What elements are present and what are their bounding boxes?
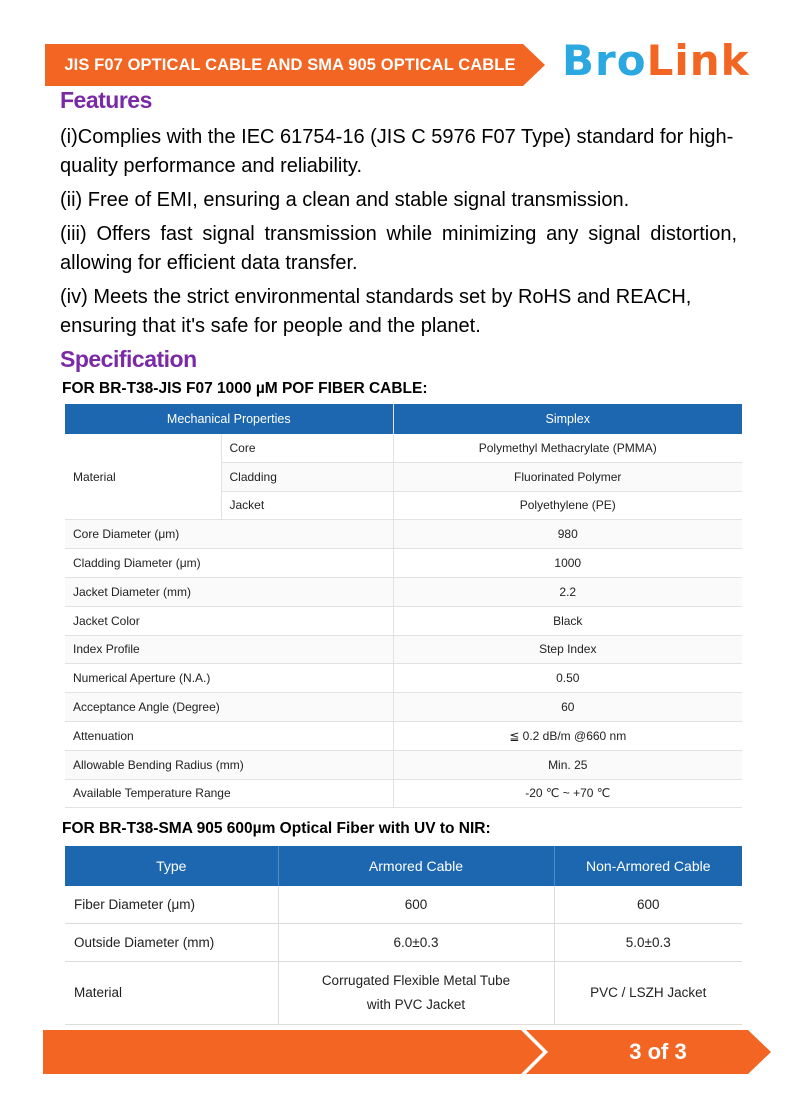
armored-value: 600 <box>278 886 554 924</box>
table-row <box>65 577 742 606</box>
row-value: -20 ℃ ~ +70 ℃ <box>393 779 742 808</box>
table-row <box>65 549 742 578</box>
row-label: Jacket Color <box>65 606 393 635</box>
armored-value <box>278 962 554 1025</box>
table-row <box>65 962 742 1025</box>
row-value: 1000 <box>393 549 742 578</box>
table-row <box>65 664 742 693</box>
row-value: Polymethyl Methacrylate (PMMA) <box>393 434 742 462</box>
row-label: Allowable Bending Radius (mm) <box>65 750 393 779</box>
row-value: 980 <box>393 520 742 549</box>
table-row <box>65 886 742 924</box>
document-title: JIS F07 OPTICAL CABLE AND SMA 905 OPTICAL CABLE <box>64 56 516 74</box>
column-header: Non-Armored Cable <box>554 846 742 886</box>
row-label: Attenuation <box>65 721 393 750</box>
table-header-row <box>65 846 742 886</box>
table2-caption: FOR BR-T38-SMA 905 600µm Optical Fiber with UV to NIR: <box>62 820 491 837</box>
table-header-row <box>65 404 742 434</box>
column-header: Type <box>65 846 278 886</box>
table-row <box>65 606 742 635</box>
table-row <box>65 635 742 664</box>
features-heading: Features <box>60 87 152 113</box>
feature-item-4: (iv) Meets the strict environmental standards set by RoHS and REACH, ensuring that it's safe for people and the planet. <box>60 286 692 337</box>
feature-item-1: (i)Complies with the IEC 61754-16 (JIS C 5976 F07 Type) standard for high-quality performance and reliability. <box>60 126 734 177</box>
row-label: Material <box>65 434 221 520</box>
feature-item-3: (iii) Offers fast signal transmission while minimizing any signal distortion, allowing for efficient data transfer. <box>60 223 737 274</box>
table-row <box>65 924 742 962</box>
row-label: Acceptance Angle (Degree) <box>65 693 393 722</box>
row-sublabel: Core <box>221 434 393 462</box>
row-value: ≦ 0.2 dB/m @660 nm <box>393 721 742 750</box>
row-label: Outside Diameter (mm) <box>65 924 278 962</box>
row-label: Available Temperature Range <box>65 779 393 808</box>
row-label: Fiber Diameter (μm) <box>65 886 278 924</box>
armored-material-line2: with PVC Jacket <box>366 997 466 1012</box>
row-label: Index Profile <box>65 635 393 664</box>
row-value: Step Index <box>393 635 742 664</box>
non-armored-value: PVC / LSZH Jacket <box>554 962 742 1025</box>
table-row <box>65 721 742 750</box>
row-value: Min. 25 <box>393 750 742 779</box>
row-value: Polyethylene (PE) <box>393 491 742 520</box>
features-list <box>60 123 737 346</box>
row-value: 60 <box>393 693 742 722</box>
logo-text-left: Bro <box>562 36 647 85</box>
row-sublabel: Jacket <box>221 491 393 520</box>
table-row <box>65 779 742 808</box>
row-value: Black <box>393 606 742 635</box>
armored-value: 6.0±0.3 <box>278 924 554 962</box>
specification-heading: Specification <box>60 346 197 372</box>
row-sublabel: Cladding <box>221 462 393 491</box>
brolink-logo <box>562 36 750 86</box>
table-row <box>65 434 742 462</box>
row-label: Material <box>65 962 278 1025</box>
logo-text-right: Link <box>646 36 750 85</box>
armored-material-line1: Corrugated Flexible Metal Tube <box>321 973 511 988</box>
feature-item-2: (ii) Free of EMI, ensuring a clean and stable signal transmission. <box>60 189 630 211</box>
row-value: 2.2 <box>393 577 742 606</box>
row-label: Cladding Diameter (μm) <box>65 549 393 578</box>
table1-caption: FOR BR-T38-JIS F07 1000 µM POF FIBER CABLE: <box>62 380 428 397</box>
column-header: Simplex <box>393 404 742 434</box>
page-number: 3 of 3 <box>629 1039 687 1064</box>
row-label: Core Diameter (μm) <box>65 520 393 549</box>
non-armored-value: 600 <box>554 886 742 924</box>
table-row <box>65 520 742 549</box>
row-label: Jacket Diameter (mm) <box>65 577 393 606</box>
pof-fiber-spec-table <box>65 404 742 808</box>
row-value: Fluorinated Polymer <box>393 462 742 491</box>
non-armored-value: 5.0±0.3 <box>554 924 742 962</box>
sma-fiber-spec-table <box>65 846 742 1025</box>
table-row <box>65 693 742 722</box>
column-header: Mechanical Properties <box>65 404 393 434</box>
row-label: Numerical Aperture (N.A.) <box>65 664 393 693</box>
row-value: 0.50 <box>393 664 742 693</box>
table-row <box>65 750 742 779</box>
header-banner <box>45 44 545 86</box>
column-header: Armored Cable <box>278 846 554 886</box>
